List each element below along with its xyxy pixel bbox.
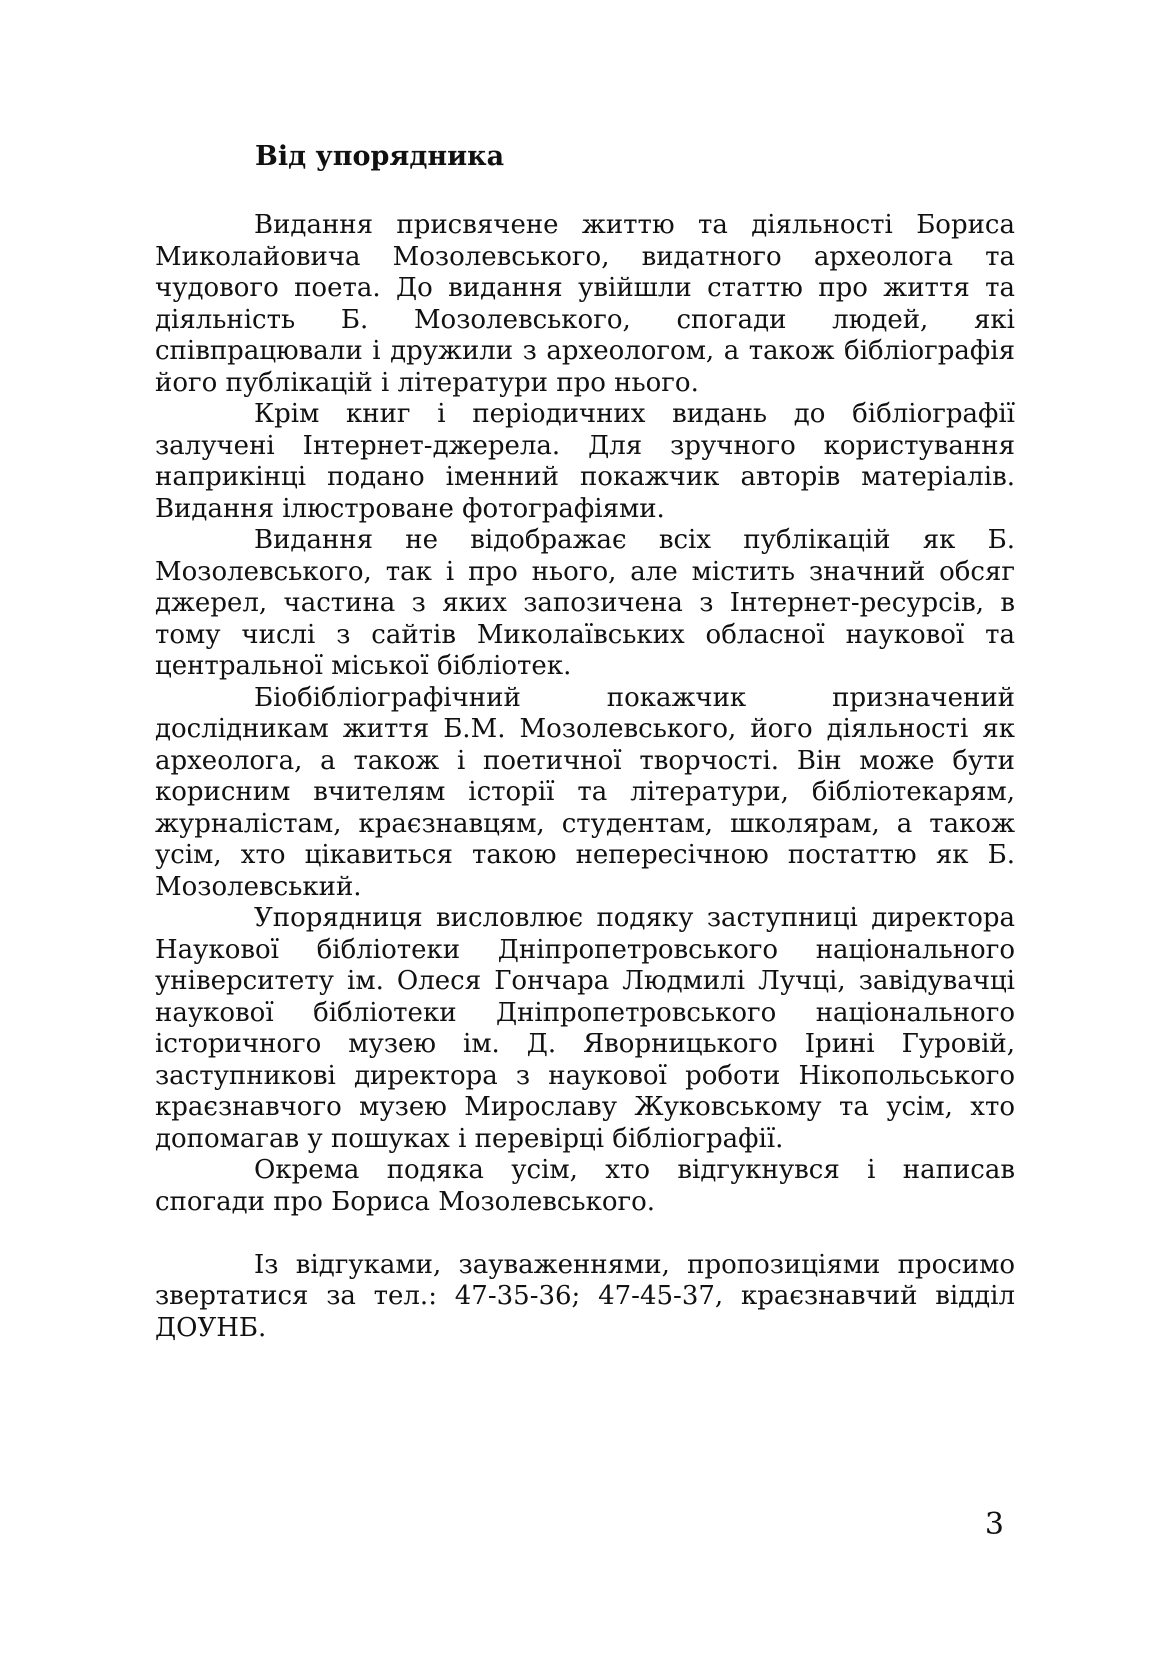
paragraph-about-edition: Видання присвячене життю та діяльності Бориса Миколайовича Мозолевського, видатного археолога та чудового поета. До видання увійшли статтю про життя та діяльність Б. Мозолевського, спогади людей, які співпрацювали і дружили з археологом, а також бібліографія його публікацій і літератури про нього. [155,210,1015,398]
paragraph-sources: Крім книг і періодичних видань до бібліографії залучені Інтернет-джерела. Для зручного користування наприкінці подано іменний покажчик авторів матеріалів. Видання ілюстроване фотографіями. [155,399,1015,524]
page-number: 3 [984,1507,1004,1542]
paragraph-special-thanks: Окрема подяка усім, хто відгукнувся і написав спогади про Бориса Мозолевського. [155,1155,1015,1217]
page-content [155,140,1015,1344]
paragraph-contact: Із відгуками, зауваженнями, пропозиціями просимо звертатися за тел.: 47-35-36; 47-45-37, краєзнавчий відділ ДОУНБ. [155,1249,1015,1343]
paragraph-coverage: Видання не відображає всіх публікацій як Б. Мозолевського, так і про нього, але містить значний обсяг джерел, частина з яких запозичена з Інтернет-ресурсів, в тому числі з сайтів Миколаївських обласної наукової та центральної міської бібліотек. [155,525,1015,681]
paragraph-acknowledgements: Упорядниця висловлює подяку заступниці директора Наукової бібліотеки Дніпропетровського національного університету ім. Олеся Гончара Людмилі Лучці, завідувачці наукової бібліотеки Дніпропетровського національного історичного музею ім. Д. Яворницького Ірині Гуровій, заступникові директора з наукової роботи Нікопольського краєзнавчого музею Мирославу Жуковському та усім, хто допомагав у пошуках і перевірці бібліографії. [155,903,1015,1154]
paragraph-audience: Біобібліографічний покажчик призначений дослідникам життя Б.М. Мозолевського, його діяльності як археолога, а також і поетичної творчості. Він може бути корисним вчителям історії та літератури, бібліотекарям, журналістам, краєзнавцям, студентам, школярам, а також усім, хто цікавиться такою непересічною постаттю як Б. Мозолевський. [155,682,1015,902]
section-heading: Від упорядника [255,141,505,172]
